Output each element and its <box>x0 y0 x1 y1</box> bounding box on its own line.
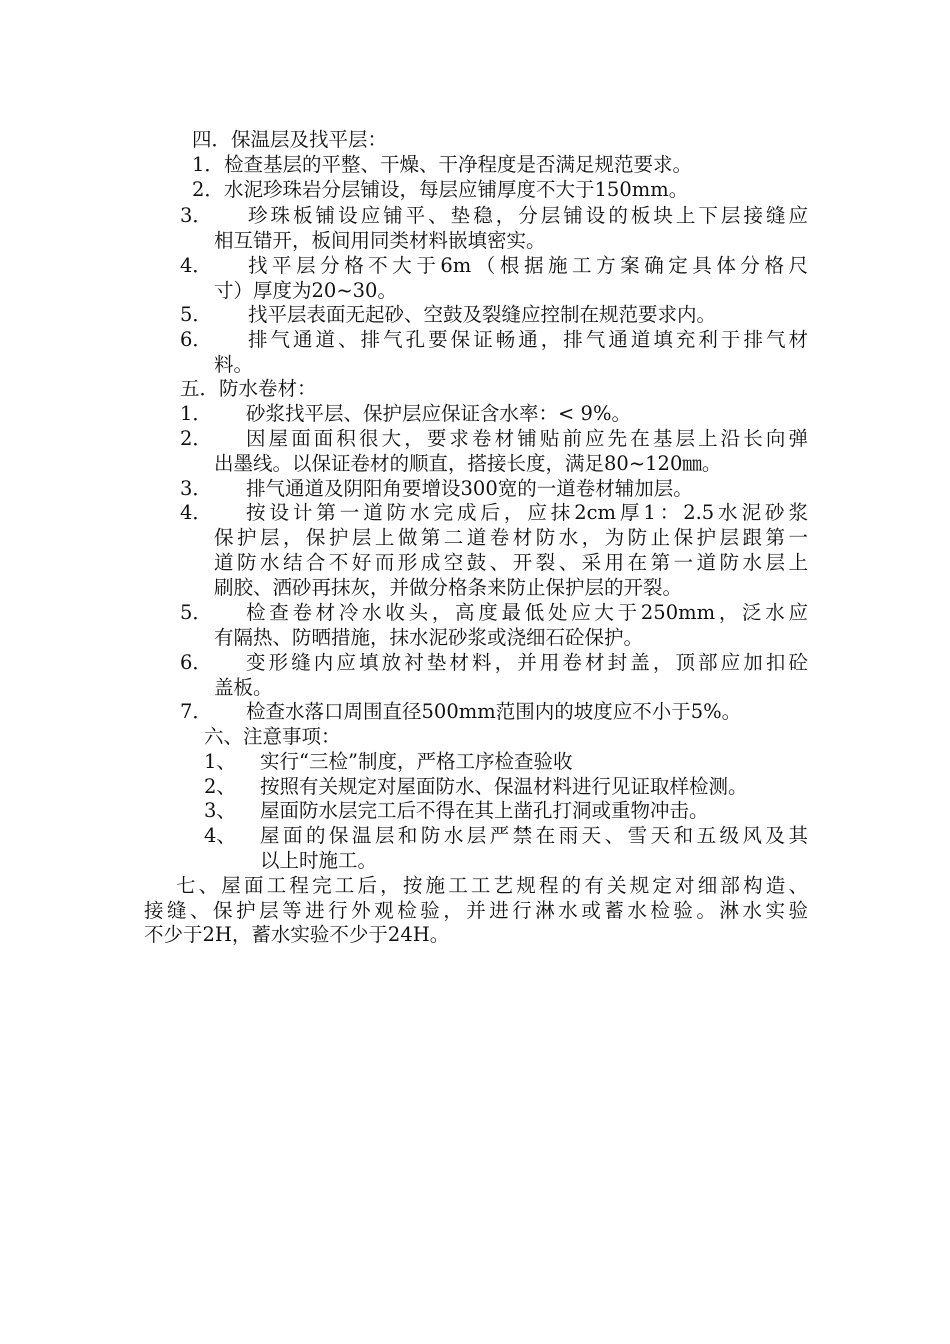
section-4-item-3-line-1: 珍珠板铺设应铺平、垫稳，分层铺设的板块上下层接缝应 <box>248 204 808 227</box>
section-4-item-4-line-2: 寸）厚度为20~30。 <box>214 279 397 302</box>
section-4-item-6-line-2: 料。 <box>214 353 254 376</box>
section-4-item-5-text: 找平层表面无起砂、空鼓及裂缝应控制在规范要求内。 <box>248 303 717 326</box>
section-7-line-2: 接缝、保护层等进行外观检验，并进行淋水或蓄水检验。淋水实验 <box>144 899 808 922</box>
section-4-item-2-number: 2． <box>192 178 224 201</box>
section-4-item-1-number: 1． <box>192 153 224 176</box>
section-4-item-4-line-1: 找平层分格不大于6m（根据施工方案确定具体分格尺 <box>248 254 808 277</box>
section-5-item-1-text: 砂浆找平层、保护层应保证含水率：< 9%。 <box>246 402 631 425</box>
section-5-item-4-line-1: 按设计第一道防水完成后，应抹2cm厚1：2.5水泥砂浆 <box>246 501 808 524</box>
section-7-line-3: 不少于2H，蓄水实验不少于24H。 <box>144 923 450 946</box>
section-4-item-3-line-2: 相互错开，板间用同类材料嵌填密实。 <box>214 229 546 252</box>
section-5-item-6-line-2: 盖板。 <box>214 676 273 699</box>
section-5-item-5-line-1: 检查卷材冷水收头，高度最低处应大于250mm，泛水应 <box>246 601 808 624</box>
section-4-item-1-text: 检查基层的平整、干燥、干净程度是否满足规范要求。 <box>224 153 693 176</box>
section-5-item-4-line-4: 刷胶、洒砂再抹灰，并做分格条来防止保护层的开裂。 <box>214 576 683 599</box>
section-6-item-1-number: 1、 <box>204 750 236 773</box>
section-6-item-3-text: 屋面防水层完工后不得在其上凿孔打洞或重物冲击。 <box>260 799 709 822</box>
section-5-item-3-text: 排气通道及阴阳角要增设300宽的一道卷材辅加层。 <box>246 477 693 500</box>
section-5-heading: 五．防水卷材： <box>180 377 317 400</box>
section-4-item-5-number: 5． <box>180 303 212 326</box>
section-5-item-5-line-2: 有隔热、防晒措施，抹水泥砂浆或浇细石砼保护。 <box>214 626 644 649</box>
section-6-item-4-line-2: 以上时施工。 <box>260 849 378 872</box>
section-7-line-1: 七、屋面工程完工后，按施工工艺规程的有关规定对细部构造、 <box>176 874 808 897</box>
section-5-item-5-number: 5． <box>180 601 212 624</box>
section-6-item-2-text: 按照有关规定对屋面防水、保温材料进行见证取样检测。 <box>260 775 748 798</box>
section-5-item-1-number: 1． <box>180 402 212 425</box>
section-5-item-7-number: 7． <box>180 700 212 723</box>
section-5-item-7-text: 检查水落口周围直径500mm范围内的坡度应不小于5%。 <box>246 700 742 723</box>
section-6-item-1-text: 实行“三检”制度，严格工序检查验收 <box>260 750 573 773</box>
section-4-item-2-text: 水泥珍珠岩分层铺设，每层应铺厚度不大于150mm。 <box>224 178 689 201</box>
section-4-item-6-number: 6． <box>180 328 212 351</box>
section-4-item-6-line-1: 排气通道、排气孔要保证畅通，排气通道填充利于排气材 <box>248 328 808 351</box>
section-4-heading: 四．保温层及找平层： <box>192 128 388 151</box>
section-4-item-3-number: 3． <box>180 204 212 227</box>
section-5-item-3-number: 3． <box>180 477 212 500</box>
section-5-item-2-number: 2． <box>180 427 212 450</box>
section-5-item-4-number: 4． <box>180 501 212 524</box>
section-5-item-2-line-1: 因屋面面积很大，要求卷材铺贴前应先在基层上沿长向弹 <box>246 427 808 450</box>
section-5-item-6-number: 6． <box>180 651 212 674</box>
section-5-item-6-line-1: 变形缝内应填放衬垫材料，并用卷材封盖，顶部应加扣砼 <box>246 651 808 674</box>
section-6-item-2-number: 2、 <box>204 775 236 798</box>
section-4-item-4-number: 4． <box>180 254 212 277</box>
section-6-item-3-number: 3、 <box>204 799 236 822</box>
section-6-item-4-number: 4、 <box>204 824 236 847</box>
section-6-item-4-line-1: 屋面的保温层和防水层严禁在雨天、雪天和五级风及其 <box>260 824 808 847</box>
section-5-item-4-line-3: 道防水结合不好而形成空鼓、开裂、采用在第一道防水层上 <box>214 551 808 574</box>
section-5-item-4-line-2: 保护层，保护层上做第二道卷材防水，为防止保护层跟第一 <box>214 526 808 549</box>
section-6-heading: 六、注意事项： <box>204 725 341 748</box>
section-5-item-2-line-2: 出墨线。以保证卷材的顺直，搭接长度，满足80~120㎜。 <box>214 452 722 475</box>
